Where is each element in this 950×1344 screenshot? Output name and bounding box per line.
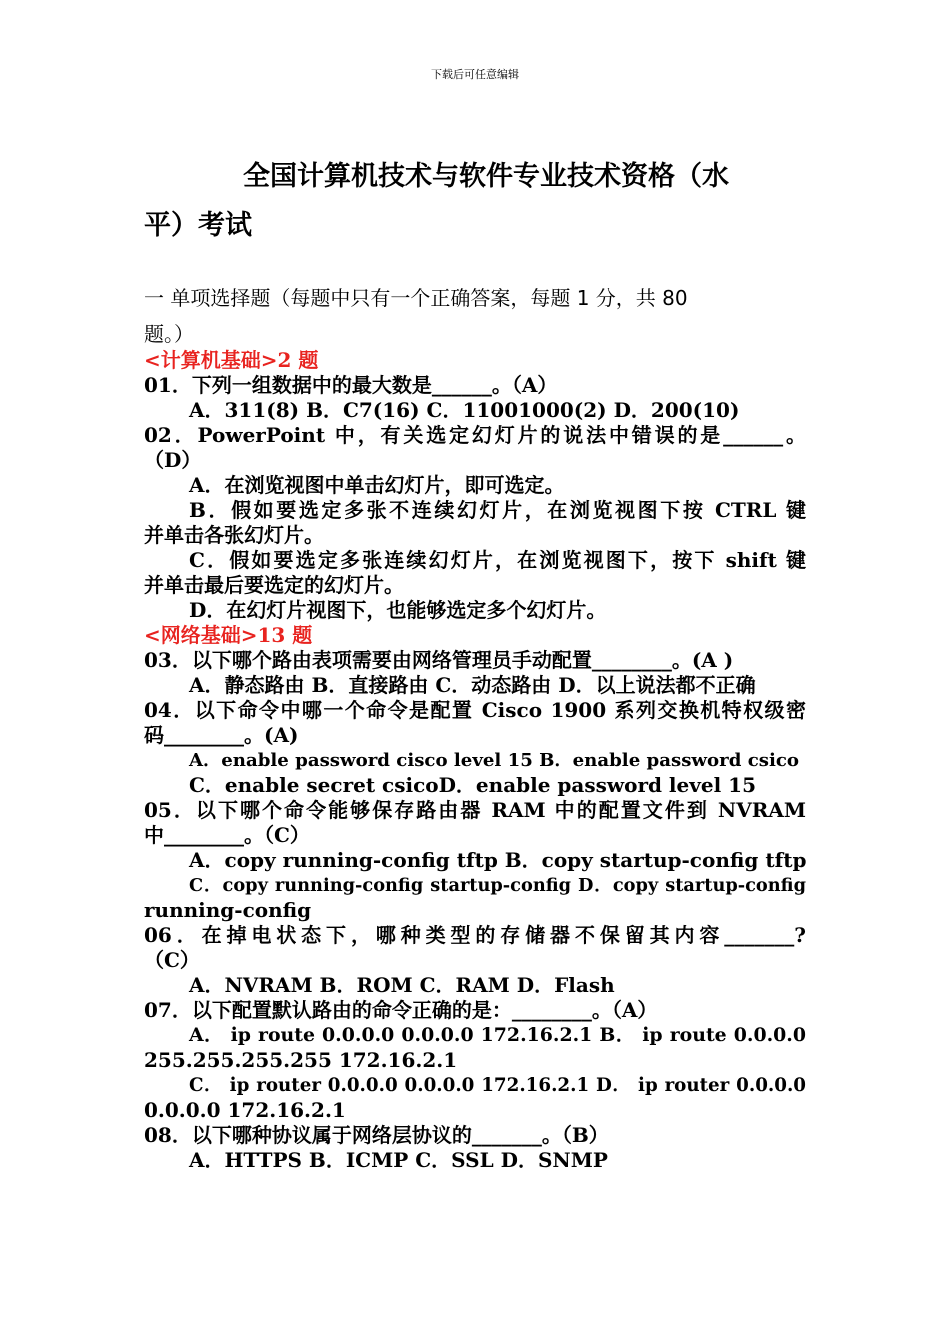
question-02-answer: （D）	[144, 448, 202, 472]
question-04-options-ab: A．enable password cisco level 15 B．enable password csico	[189, 750, 799, 771]
question-06-options: A．NVRAM B．ROM C．RAM D．Flash	[189, 973, 615, 997]
page-header: 下载后可任意编辑	[431, 68, 519, 81]
question-08: 08．以下哪种协议属于网络层协议的_______。（B）	[144, 1123, 609, 1147]
category-heading-computer-basics: <计算机基础>2 题	[144, 348, 319, 372]
question-02-option-c: C．假如要选定多张连续幻灯片，在浏览视图下，按下 shift 键	[189, 548, 806, 572]
question-07-options-cd-cont: 0.0.0.0 172.16.2.1	[144, 1098, 346, 1122]
question-06-answer: （C）	[144, 948, 200, 972]
question-04: 04．以下命令中哪一个命令是配置 Cisco 1900 系列交换机特权级密	[144, 698, 806, 722]
question-02-option-b: B．假如要选定多张不连续幻灯片，在浏览视图下按 CTRL 键	[189, 498, 806, 522]
question-07-options-ab-cont: 255.255.255.255 172.16.2.1	[144, 1048, 458, 1072]
question-05-options-cd-cont: running-config	[144, 898, 312, 922]
question-06: 06．在掉电状态下，哪种类型的存储器不保留其内容_______?	[144, 923, 806, 947]
question-05-options-cd: C．copy running-config startup-config D．copy startup-config	[189, 875, 806, 896]
category-heading-network-basics: <网络基础>13 题	[144, 623, 313, 647]
question-05-cont: 中________。（C）	[144, 823, 310, 847]
question-02: 02．PowerPoint 中，有关选定幻灯片的说法中错误的是______。	[144, 423, 806, 447]
question-08-options: A．HTTPS B．ICMP C．SSL D．SNMP	[189, 1148, 608, 1172]
question-04-cont: 码________。(A)	[144, 723, 299, 747]
question-03-options: A．静态路由 B．直接路由 C．动态路由 D．以上说法都不正确	[189, 673, 756, 697]
question-02-option-c-cont: 并单击最后要选定的幻灯片。	[144, 573, 404, 597]
question-03: 03．以下哪个路由表项需要由网络管理员手动配置________。(A )	[144, 648, 734, 672]
question-02-option-b-cont: 并单击各张幻灯片。	[144, 523, 324, 547]
section-heading-line-1: 一 单项选择题（每题中只有一个正确答案，每题 1 分，共 80	[144, 286, 688, 310]
section-heading-line-2: 题。）	[144, 322, 194, 346]
question-07-options-ab: A． ip route 0.0.0.0 0.0.0.0 172.16.2.1 B． ip route 0.0.0.0	[189, 1024, 806, 1046]
question-04-options-cd: C．enable secret csicoD．enable password level 15	[189, 773, 756, 797]
question-01-options: A．311(8) B．C7(16) C．11001000(2) D．200(10)	[189, 398, 740, 422]
question-05-options-ab: A．copy running-config tftp B．copy startup-config tftp	[189, 848, 807, 872]
document-title-line-2: 平）考试	[144, 210, 252, 241]
question-07-options-cd: C． ip router 0.0.0.0 0.0.0.0 172.16.2.1 D． ip router 0.0.0.0	[189, 1075, 806, 1096]
question-02-option-d: D．在幻灯片视图下，也能够选定多个幻灯片。	[189, 598, 607, 622]
question-02-option-a: A．在浏览视图中单击幻灯片，即可选定。	[189, 473, 565, 497]
question-07: 07．以下配置默认路由的命令正确的是：________。（A）	[144, 998, 658, 1022]
question-05: 05．以下哪个命令能够保存路由器 RAM 中的配置文件到 NVRAM	[144, 798, 806, 822]
document-title-line-1: 全国计算机技术与软件专业技术资格（水	[243, 161, 729, 192]
question-01: 01．下列一组数据中的最大数是______。（A）	[144, 373, 558, 397]
